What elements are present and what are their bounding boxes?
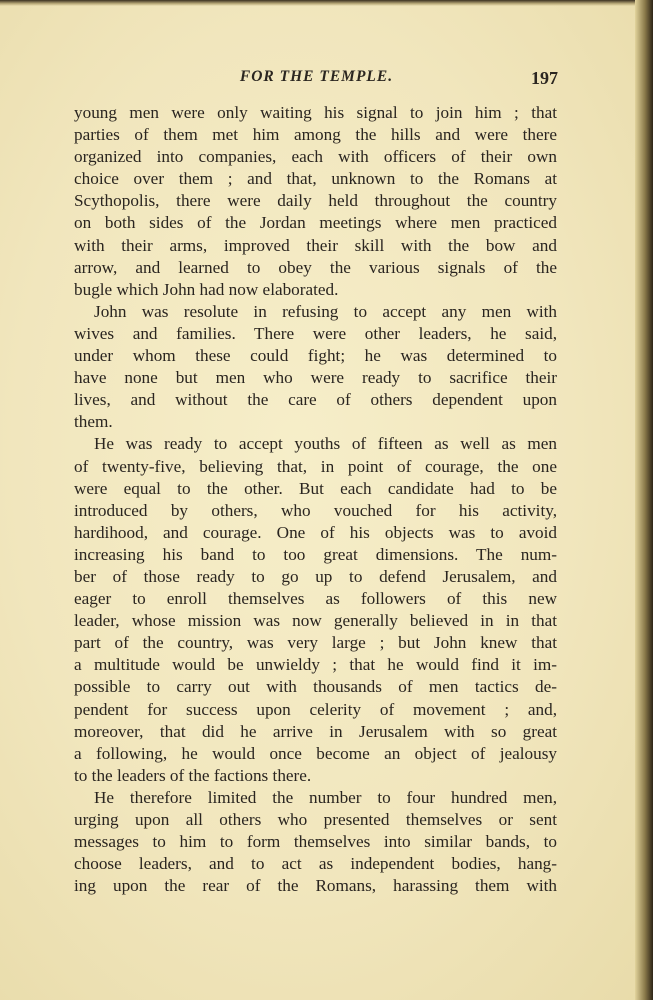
text-line: on both sides of the Jordan meetings where men practiced [74,213,557,233]
text-line: wives and families. There were other leaders, he said, [74,323,557,343]
text-line: to the leaders of the factions there. [74,765,312,785]
text-line: pendent for success upon celerity of movement ; and, [74,699,557,719]
page-top-edge [0,0,653,6]
text-line: organized into companies, each with officers of their own [74,147,557,167]
text-line: He was ready to accept youths of fifteen as well as men [94,434,557,454]
text-line: them. [74,412,113,432]
running-title: FOR THE TEMPLE. [239,68,394,85]
book-spine-shadow [635,0,653,1000]
text-line: hardihood, and courage. One of his objects was to avoid [74,522,557,542]
text-line: ber of those ready to go up to defend Jerusalem, and [74,566,557,586]
text-line: messages to him to form themselves into similar bands, to [74,832,557,852]
text-line: ing upon the rear of the Romans, harassing them with [74,876,557,896]
text-line: John was resolute in refusing to accept any men with [94,301,557,321]
text-line: parties of them met him among the hills and were there [74,125,557,145]
text-line: lives, and without the care of others dependent upon [74,390,557,410]
text-line: with their arms, improved their skill with the bow and [74,235,557,255]
text-line: leader, whose mission was now generally believed in in that [74,611,557,631]
text-line: moreover, that did he arrive in Jerusalem with so great [74,721,557,741]
text-line: He therefore limited the number to four hundred men, [94,787,557,807]
text-line: arrow, and learned to obey the various signals of the [74,257,557,277]
text-line: young men were only waiting his signal to join him ; that [74,103,557,122]
text-line: choose leaders, and to act as independent bodies, hang- [74,854,557,874]
text-line: choice over them ; and that, unknown to the Romans at [74,169,557,189]
text-line: part of the country, was very large ; but John knew that [74,633,557,653]
text-line: have none but men who were ready to sacrifice their [74,368,557,388]
text-line: possible to carry out with thousands of men tactics de- [74,677,557,697]
text-line: of twenty-five, believing that, in point of courage, the one [74,456,557,476]
body-text [74,102,557,897]
text-line: introduced by others, who vouched for his activity, [74,500,557,520]
page-number: 197 [531,68,558,88]
text-line: increasing his band to too great dimensions. The num- [74,544,557,564]
text-line: a following, he would once become an object of jealousy [74,743,557,763]
text-line: urging upon all others who presented themselves or sent [74,810,557,829]
text-line: a multitude would be unwieldy ; that he would find it im- [74,655,557,675]
text-line: were equal to the other. But each candidate had to be [74,478,557,498]
page-header [75,68,558,92]
text-line: eager to enroll themselves as followers of this new [74,589,557,609]
text-line: Scythopolis, there were daily held throughout the country [74,191,557,211]
text-line: bugle which John had now elaborated. [74,279,339,299]
text-line: under whom these could fight; he was determined to [74,346,557,366]
